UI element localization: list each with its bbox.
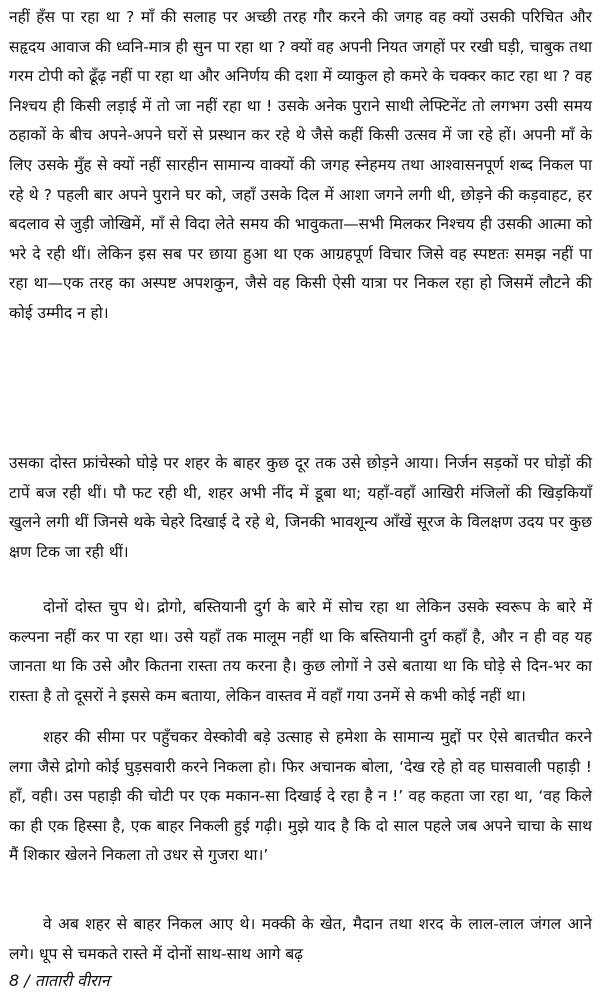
paragraph-3: दोनों दोस्त चुप थे। द्रोगो, बस्तियानी दुर्ग के बारे में सोच रहा था लेकिन उसके स्वरूप के बारे में कल्पना नहीं कर पा रहा था। उसे यहाँ तक मालूम नहीं था कि बस्तियानी दुर्ग कहाँ है, और न ही वह यह जानता था कि उसे और कितना रास्ता तय करना है। कुछ लोगों ने उसे बताया था कि घोड़े से दिन-भर का रास्ता है तो दूसरों ने इससे कम बताया, लेकिन वास्तव में वहाँ गया उनमें से कभी कोई नहीं था। (9, 598, 592, 705)
paragraph-5: वे अब शहर से बाहर निकल आए थे। मक्की के खेत, मैदान तथा शरद के लाल-लाल जंगल आने लगे। धूप से चमकते रास्ते में दोनों साथ-साथ आगे बढ़ (9, 915, 592, 963)
paragraph-4: शहर की सीमा पर पहुँचकर वेस्कोवी बड़े उत्साह से हमेशा के सामान्य मुद्दों पर ऐसे बातचीत करने लगा जैसे द्रोगो कोई घुड़सवारी करने निकला हो। फिर अचानक बोला, ‘देख रहे हो वह घासवाली पहाड़ी ! हाँ, वही। उस पहाड़ी की चोटी पर एक मकान-सा दिखाई दे रहा है न !’ वह कहता जा रहा था, ‘वह किले का ही एक हिस्सा है, एक बाहर निकली हुई गढ़ी। मुझे याद है कि दो साल पहले जब अपने चाचा के साथ मैं शिकार खेलने निकला तो उधर से गुजरा था।’ (9, 728, 592, 865)
paragraph-2: उसका दोस्त फ्रांचेस्को घोड़े पर शहर के बाहर कुछ दूर तक उसे छोड़ने आया। निर्जन सड़कों पर घोड़ों की टापें बज रही थीं। पौ फट रही थी, शहर अभी नींद में डूबा था; यहाँ-वहाँ आखिरी मंजिलों की खिड़कियाँ खुलने लगी थीं जिनसे थके चेहरे दिखाई दे रहे थे, जिनकी भावशून्य आँखें सूरज के विलक्षण उदय पर कुछ क्षण टिक जा रही थीं। (9, 454, 592, 561)
page-footer: 8 / तातारी वीरान (9, 971, 110, 990)
paragraph-1: नहीं हँस पा रहा था ? माँ की सलाह पर अच्छी तरह गौर करने की जगह वह क्यों उसकी परिचित और सहृदय आवाज की ध्वनि-मात्र ही सुन पा रहा था ? क्यों वह अपनी नियत जगहों पर रखी घड़ी, चाबुक तथा गरम टोपी को ढूँढ़ नहीं पा रहा था और अनिर्णय की दशा में व्याकुल हो कमरे के चक्कर काट रहा था ? वह निश्चय ही किसी लड़ाई में तो जा नहीं रहा था ! उसके अनेक पुराने साथी लेफ्टिनेंट तो लगभग उसी समय ठहाकों के बीच अपने-अपने घरों से प्रस्थान कर रहे थे जैसे कहीं किसी उत्सव में जा रहे हों। अपनी माँ के लिए उसके मुँह से क्यों नहीं सारहीन सामान्य वाक्यों की जगह स्नेहमय तथा आश्वासनपूर्ण शब्द निकल पा रहे थे ? पहली बार अपने पुराने घर को, जहाँ उसके दिल में आशा जगने लगी थी, छोड़ने की कड़वाहट, हर बदलाव से जुड़ी जोखिमें, माँ से विदा लेते समय की भावुकता—सभी मिलकर निश्चय ही उसकी आत्मा को भरे दे रही थीं। लेकिन इस सब पर छाया हुआ था एक आग्रहपूर्ण विचार जिसे वह स्पष्टतः समझ नहीं पा रहा था—एक तरह का अस्पष्ट अपशकुन, जैसे वह किसी ऐसी यात्रा पर निकल रहा हो जिसमें लौटने की कोई उम्मीद न हो। (9, 8, 592, 322)
